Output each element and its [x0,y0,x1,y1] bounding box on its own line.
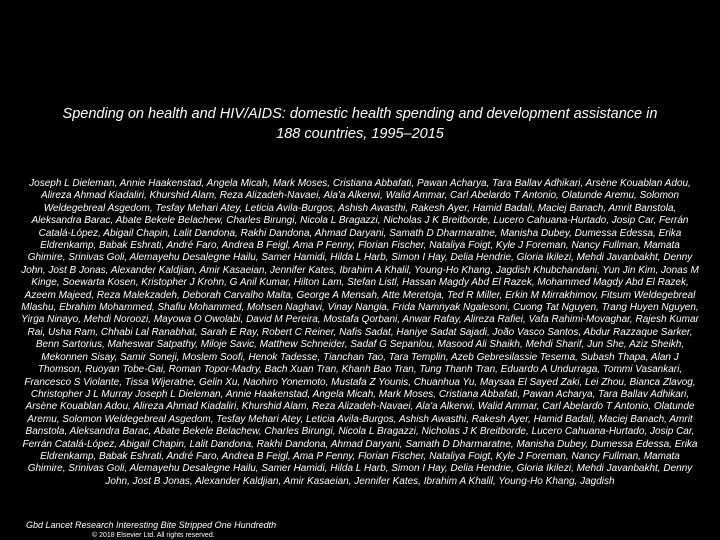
copyright-text: © 2018 Elsevier Ltd. All rights reserved. [92,532,215,539]
citation-text: Gbd Lancet Research Interesting Bite Stripped One Hundredth [26,520,277,530]
slide-title: Spending on health and HIV/AIDS: domestic health spending and development assistance in 188 countries, 1995–2015 [62,106,658,142]
author-list: Joseph L Dieleman, Annie Haakenstad, Angela Micah, Mark Moses, Cristiana Abbafati, Pawan Acharya, Tara Ballav Adhikari, Arsène Kouablan Adou, Alireza Ahmad Kiadaliri, Khurshid Alam, Reza Alizadeh-Navaei, Ala'a Alkerwi, Walid Ammar, Carl Abelardo T Antonio, Olatunde Aremu, Solomon Weldegebreal Asgedom, Tesfay Mehari Atey, Leticia Avila-Burgos, Ashish Awasthi, Rakesh Ayer, Hamid Badali, Maciej Banach, Amrit Banstola, Aleksandra Barac, Abate Bekele Belachew, Charles Birungi, Nicola L Bragazzi, Nicholas J K Breitborde, Lucero Cahuana-Hurtado, Josip Car, Ferrán Catalá-López, Abigail Chapin, Lalit Dandona, Rakhi Dandona, Ahmad Daryani, Samath D Dharmaratne, Manisha Dubey, Dumessa Edessa, Erika Eldrenkamp, Babak Eshrati, André Faro, Andrea B Feigl, Ama P Fenny, Florian Fischer, Nataliya Foigt, Kyle J Foreman, Nancy Fullman, Mamata Ghimire, Srinivas Goli, Alemayehu Desalegne Hailu, Samer Hamidi, Hilda L Harb, Simon I Hay, Delia Hendrie, Gloria Ikilezi, Mehdi Javanbakht, Denny John, Jost B Jonas, Alexander Kaldjian, Amir Kasaeian, Jennifer Kates, Ibrahim A Khalil, Young-Ho Khang, Jagdish Khubchandani, Yun Jin Kim, Jonas M Kinge, Soewarta Kosen, Kristopher J Krohn, G Anil Kumar, Hilton Lam, Stefan Listl, Hassan Magdy Abd El Razek, Mohammed Magdy Abd El Razek, Azeem Majeed, Reza Malekzadeh, Deborah Carvalho Malta, George A Mensah, Atte Meretoja, Ted R Miller, Erkin M Mirrakhimov, Fitsum Weldegebreal Mlashu, Ebrahim Mohammed, Shafiu Mohammed, Mohsen Naghavi, Vinay Nangia, Frida Namnyak Ngalesoni, Cuong Tat Nguyen, Trang Huyen Nguyen, Yirga Ninayo, Mehdi Noroozi, Mayowa O Owolabi, David M Pereira, Mostafa Qorbani, Anwar Rafay, Alireza Rafiei, Vafa Rahimi-Movaghar, Rajesh Kumar Rai, Usha Ram, Chhabi Lal Ranabhat, Sarah E Ray, Robert C Reiner, Nafis Sadat, Haniye Sadat Sajadi, João Vasco Santos, Abdur Razzaque Sarker, Benn Sartorius, Maheswar Satpathy, Miloje Savic, Matthew Schneider, Sadaf G Sepanlou, Masood Ali Shaikh, Mehdi Sharif, Jun She, Aziz Sheikh, Mekonnen Sisay, Samir Soneji, Moslem Soofi, Henok Tadesse, Tianchan Tao, Tara Templin, Azeb Gebresilassie Tesema, Subash Thapa, Alan J Thomson, Ruoyan Tobe-Gai, Roman Topor-Madry, Bach Xuan Tran, Khanh Bao Tran, Tung Thanh Tran, Eduardo A Undurraga, Tommi Vasankari, Francesco S Violante, Tissa Wijeratne, Gelin Xu, Naohiro Yonemoto, Mustafa Z Younis, Chuanhua Yu, Maysaa El Sayed Zaki, Lei Zhou, Bianca Zlavog, Christopher J L Murray Joseph L Dieleman, Annie Haakenstad, Angela Micah, Mark Moses, Cristiana Abbafati, Pawan Acharya, Tara Ballav Adhikari, Arsène Kouablan Adou, Alireza Ahmad Kiadaliri, Khurshid Alam, Reza Alizadeh-Navaei, Ala'a Alkerwi, Walid Ammar, Carl Abelardo T Antonio, Olatunde Aremu, Solomon Weldegebreal Asgedom, Tesfay Mehari Atey, Leticia Avila-Burgos, Ashish Awasthi, Rakesh Ayer, Hamid Badali, Maciej Banach, Amrit Banstola, Aleksandra Barac, Abate Bekele Belachew, Charles Birungi, Nicola L Bragazzi, Nicholas J K Breitborde, Lucero Cahuana-Hurtado, Josip Car, Ferrán Catalá-López, Abigail Chapin, Lalit Dandona, Rakhi Dandona, Ahmad Daryani, Samath D Dharmaratne, Manisha Dubey, Dumessa Edessa, Erika Eldrenkamp, Babak Eshrati, André Faro, Andrea B Feigl, Ama P Fenny, Florian Fischer, Nataliya Foigt, Kyle J Foreman, Nancy Fullman, Mamata Ghimire, Srinivas Goli, Alemayehu Desalegne Hailu, Samer Hamidi, Hilda L Harb, Simon I Hay, Delia Hendrie, Gloria Ikilezi, Mehdi Javanbakht, Denny John, Jost B Jonas, Alexander Kaldjian, Amir Kasaeian, Jennifer Kates, Ibrahim A Khalil, Young-Ho Khang, Jagdish [21,178,699,487]
footer [20,520,700,540]
